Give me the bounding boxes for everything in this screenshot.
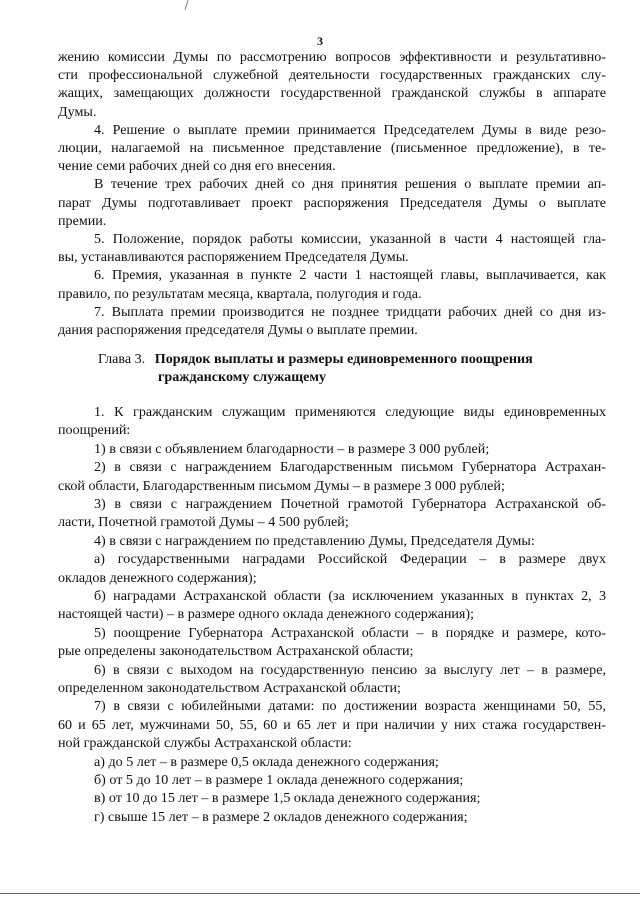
text-line: сти профессиональной служебной деятельности государственных гражданских слу-: [58, 67, 606, 84]
text-line: окладов денежного содержания);: [58, 569, 257, 586]
text-line: 5. Положение, порядок работы комиссии, указанной в части 4 настоящей гла-: [94, 231, 606, 247]
text-line: 7) в связи с юбилейными датами: по достижении возраста женщинами 50, 55,: [94, 698, 606, 715]
text-line: люции, налагаемой на письменное представление (письменное предложение), в те-: [58, 140, 606, 156]
text-line: ской области, Благодарственным письмом Думы – в размере 3 000 рублей;: [58, 477, 505, 494]
text-line: 5) поощрение Губернатора Астраханской области – в порядке и размере, кото-: [94, 624, 606, 641]
text-line: Думы.: [58, 103, 97, 120]
text-line: 7. Выплата премии производится не позднее тридцати рабочих дней со дня из-: [94, 303, 606, 320]
text-line: а) до 5 лет – в размере 0,5 оклада денежного содержания;: [94, 753, 439, 770]
chapter-heading-line-2: [158, 368, 598, 386]
text-line: б) наградами Астраханской области (за исключением указанных в пунктах 2, 3: [94, 588, 606, 604]
text-line: 3) в связи с награждением Почетной грамотой Губернатора Астраханской об-: [94, 496, 606, 512]
text-line: определенном законодательством Астраханской области;: [58, 680, 401, 696]
text-line: ной гражданской службы Астраханской области:: [58, 735, 352, 752]
page-number: 3: [317, 34, 323, 48]
chapter-prefix: Глава 3.: [98, 351, 146, 367]
text-line: в) от 10 до 15 лет – в размере 1,5 оклада денежного содержания;: [94, 790, 481, 807]
text-line: жению комиссии Думы по рассмотрению вопросов эффективности и результативно-: [58, 49, 606, 65]
text-line: 2) в связи с награждением Благодарственным письмом Губернатора Астрахан-: [94, 459, 606, 476]
text-line: рые определены законодательством Астраханской области;: [58, 643, 414, 660]
chapter-heading-line-1: [98, 350, 608, 368]
text-line: ласти, Почетной грамотой Думы – 4 500 рублей;: [58, 514, 349, 531]
text-line: правило, по результатам месяца, квартала, полугодия и года.: [58, 285, 422, 302]
text-line: 1. К гражданским служащим применяются следующие виды единовременных: [94, 404, 606, 420]
text-line: 4. Решение о выплате премии принимается Председателем Думы в виде резо-: [94, 121, 606, 138]
text-line: вы, устанавливаются распоряжением Председателя Думы.: [58, 249, 409, 266]
text-line: чение семи рабочих дней со дня его внесения.: [58, 158, 336, 175]
text-line: премии.: [58, 212, 107, 229]
text-line: 4) в связи с награждением по представлению Думы, Председателя Думы:: [94, 532, 535, 549]
text-line: 1) в связи с объявлением благодарности – в размере 3 000 рублей;: [94, 440, 490, 457]
bottom-rule: [0, 893, 640, 894]
text-line: парат Думы подготавливает проект распоряжения Председателя Думы о выплате: [58, 194, 606, 211]
text-line: жащих, замещающих должности государственной гражданской службы в аппарате: [58, 85, 606, 102]
text-line: 6) в связи с выходом на государственную пенсию за выслугу лет – в размере,: [94, 661, 606, 678]
text-line: настоящей части) – в размере одного оклада денежного содержания);: [58, 606, 475, 623]
text-line: а) государственными наградами Российской Федерации – в размере двух: [94, 551, 606, 568]
text-line: 6. Премия, указанная в пункте 2 части 1 настоящей главы, выплачивается, как: [94, 267, 606, 284]
text-line: 60 и 65 лет, мужчинами 50, 55, 60 и 65 лет и при наличии у них стажа государствен-: [58, 716, 606, 733]
text-line: поощрений:: [58, 422, 131, 439]
text-line: В течение трех рабочих дней со дня принятия решения о выплате премии ап-: [94, 176, 606, 193]
text-line: дания распоряжения председателя Думы о выплате премии.: [58, 322, 418, 338]
text-line: г) свыше 15 лет – в размере 2 окладов денежного содержания;: [94, 808, 468, 825]
chapter-title-2: гражданскому служащему: [158, 369, 327, 385]
chapter-title-1: Порядок выплаты и размеры единовременного поощрения: [154, 351, 533, 367]
text-line: б) от 5 до 10 лет – в размере 1 оклада денежного содержания;: [94, 772, 464, 788]
scan-mark: [184, 0, 188, 10]
